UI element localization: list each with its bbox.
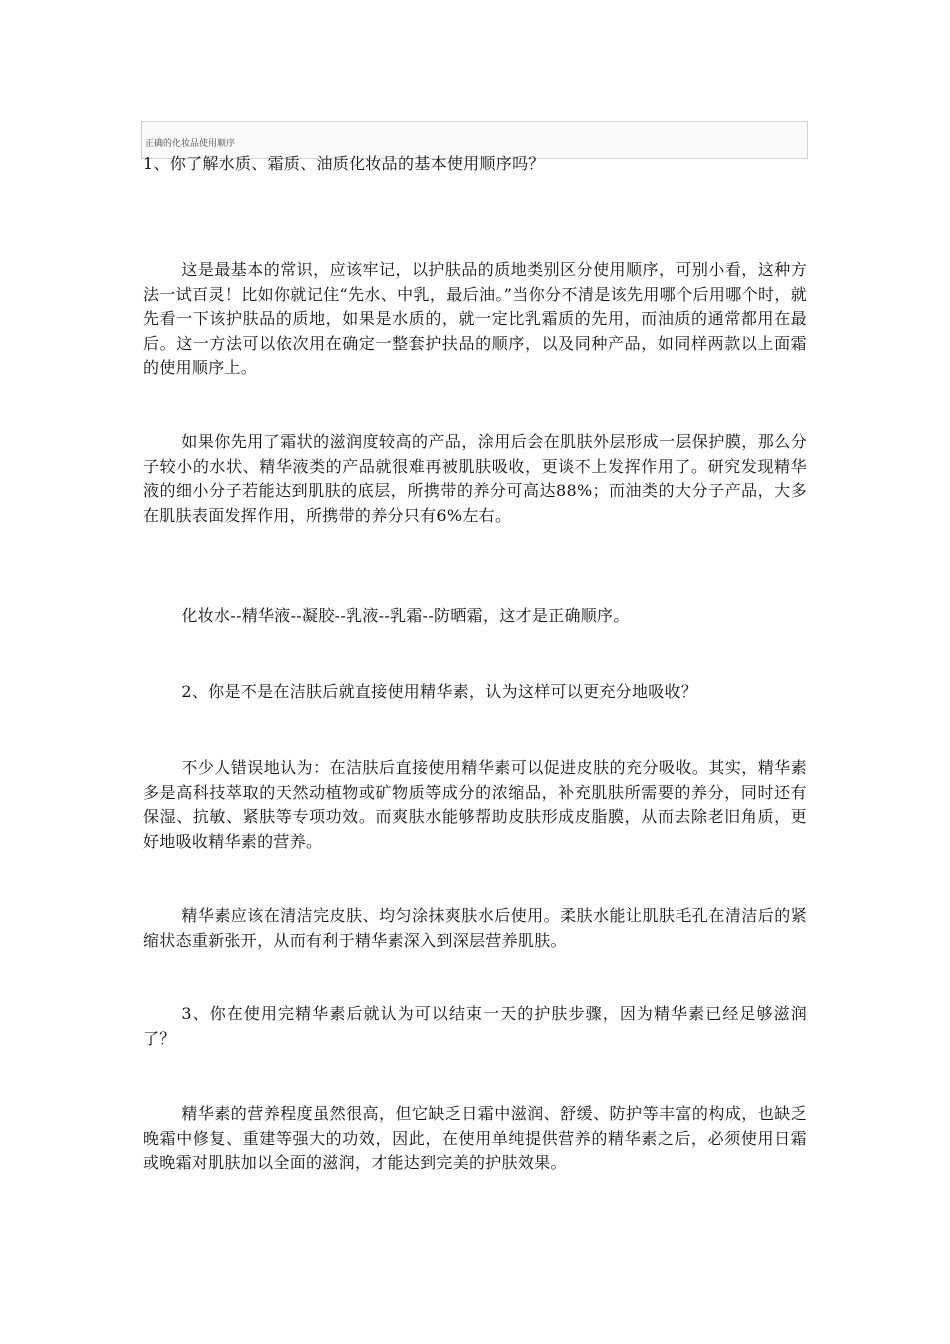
question-1: 1、你了解水质、霜质、油质化妆品的基本使用顺序吗？ xyxy=(143,154,545,173)
document-title: 正确的化妆品使用顺序 xyxy=(145,139,236,149)
paragraph-2: 如果你先用了霜状的滋润度较高的产品，涂用后会在肌肤外层形成一层保护膜，那么分子较小的水状、精华液类的产品就很难再被肌肤吸收，更谈不上发挥作用了。研究发现精华液的细小分子若能达到肌肤的底层，所携带的养分可高达88%；而油类的大分子产品，大多在肌肤表面发挥作用，所携带的养分只有6%左右。 xyxy=(143,432,807,525)
question-3: 3、你在使用完精华素后就认为可以结束一天的护肤步骤，因为精华素已经足够滋润了？ xyxy=(143,1004,807,1048)
paragraph-6: 精华素的营养程度虽然很高，但它缺乏日霜中滋润、舒缓、防护等丰富的构成，也缺乏晚霜中修复、重建等强大的功效，因此，在使用单纯提供营养的精华素之后，必须使用日霜或晚霜对肌肤加以全面的滋润，才能达到完美的护肤效果。 xyxy=(143,1104,807,1172)
paragraph-3: 化妆水--精华液--凝胶--乳液--乳霜--防晒霜，这才是正确顺序。 xyxy=(181,606,630,625)
paragraph-5: 精华素应该在清洁完皮肤、均匀涂抹爽肤水后使用。柔肤水能让肌肤毛孔在清洁后的紧缩状态重新张开，从而有利于精华素深入到深层营养肌肤。 xyxy=(143,906,807,950)
question-2: 2、你是不是在洁肤后就直接使用精华素，认为这样可以更充分地吸收？ xyxy=(181,682,698,701)
paragraph-4: 不少人错误地认为：在洁肤后直接使用精华素可以促进皮肤的充分吸收。其实，精华素多是高科技萃取的天然动植物或矿物质等成分的浓缩品，补充肌肤所需要的养分，同时还有保湿、抗敏、紧肤等专项功效。而爽肤水能够帮助皮肤形成皮脂膜，从而去除老旧角质，更好地吸收精华素的营养。 xyxy=(143,758,807,851)
paragraph-1: 这是最基本的常识，应该牢记，以护肤品的质地类别区分使用顺序，可别小看，这种方法一试百灵！比如你就记住“先水、中乳，最后油。”当你分不清是该先用哪个后用哪个时，就先看一下该护肤品的质地，如果是水质的，就一定比乳霜质的先用，而油质的通常都用在最后。这一方法可以依次用在确定一整套护扶品的顺序，以及同种产品，如同样两款以上面霜的使用顺序上。 xyxy=(143,260,807,377)
